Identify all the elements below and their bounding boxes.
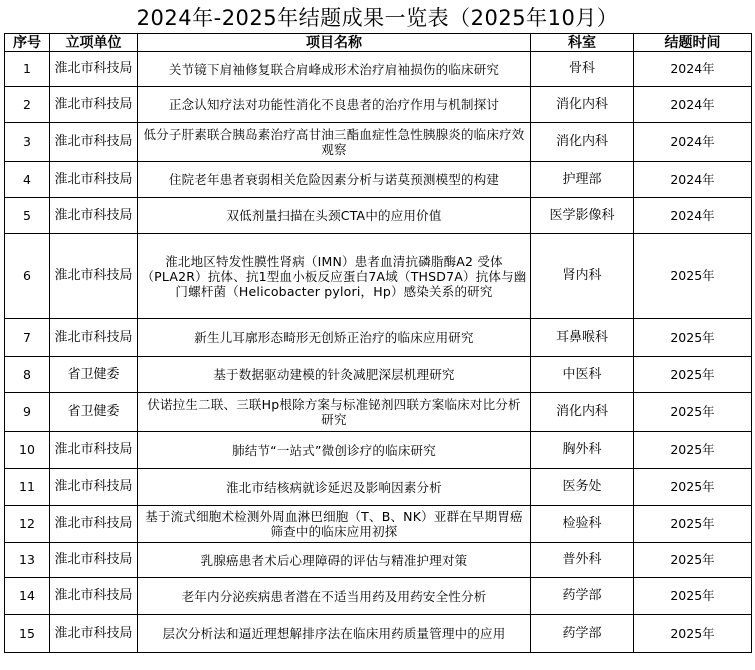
row-completion-time-cell: 2025年 bbox=[634, 357, 752, 393]
row-department-cell: 消化内科 bbox=[531, 123, 634, 162]
row-number-cell: 9 bbox=[5, 393, 50, 432]
row-department-cell: 肾内科 bbox=[531, 234, 634, 319]
row-unit-cell: 淮北市科技局 bbox=[50, 469, 138, 506]
row-completion-time-cell: 2024年 bbox=[634, 123, 752, 162]
row-project-name-cell: 新生儿耳廓形态畸形无创矫正治疗的临床应用研究 bbox=[138, 319, 531, 357]
row-project-name-cell: 层次分析法和逼近理想解排序法在临床用药质量管理中的应用 bbox=[138, 615, 531, 653]
table-row bbox=[5, 615, 752, 653]
row-unit-cell: 淮北市科技局 bbox=[50, 506, 138, 543]
table-row bbox=[5, 52, 752, 87]
row-completion-time-cell: 2025年 bbox=[634, 506, 752, 543]
row-project-name-cell: 正念认知疗法对功能性消化不良患者的治疗作用与机制探讨 bbox=[138, 87, 531, 123]
results-table bbox=[4, 33, 752, 653]
row-unit-cell: 淮北市科技局 bbox=[50, 234, 138, 319]
row-department-cell: 骨科 bbox=[531, 52, 634, 87]
table-row bbox=[5, 543, 752, 578]
row-project-name-cell: 老年内分泌疾病患者潜在不适当用药及用药安全性分析 bbox=[138, 578, 531, 615]
row-number-cell: 6 bbox=[5, 234, 50, 319]
table-row bbox=[5, 432, 752, 469]
row-department-cell: 药学部 bbox=[531, 578, 634, 615]
row-project-name-cell: 双低剂量扫描在头颈CTA中的应用价值 bbox=[138, 198, 531, 234]
row-number-cell: 3 bbox=[5, 123, 50, 162]
row-department-cell: 医务处 bbox=[531, 469, 634, 506]
row-department-cell: 中医科 bbox=[531, 357, 634, 393]
row-unit-cell: 淮北市科技局 bbox=[50, 319, 138, 357]
row-unit-cell: 淮北市科技局 bbox=[50, 198, 138, 234]
row-department-cell: 消化内科 bbox=[531, 393, 634, 432]
row-completion-time-cell: 2025年 bbox=[634, 543, 752, 578]
row-completion-time-cell: 2025年 bbox=[634, 319, 752, 357]
row-completion-time-cell: 2025年 bbox=[634, 615, 752, 653]
row-project-name-cell: 乳腺癌患者术后心理障碍的评估与精准护理对策 bbox=[138, 543, 531, 578]
table-body bbox=[5, 52, 752, 653]
row-unit-cell: 淮北市科技局 bbox=[50, 123, 138, 162]
row-department-cell: 普外科 bbox=[531, 543, 634, 578]
row-number-cell: 15 bbox=[5, 615, 50, 653]
row-unit-cell: 淮北市科技局 bbox=[50, 52, 138, 87]
row-number-cell: 2 bbox=[5, 87, 50, 123]
row-department-cell: 检验科 bbox=[531, 506, 634, 543]
row-department-cell: 药学部 bbox=[531, 615, 634, 653]
row-number-cell: 4 bbox=[5, 162, 50, 198]
row-completion-time-cell: 2025年 bbox=[634, 469, 752, 506]
row-completion-time-cell: 2024年 bbox=[634, 198, 752, 234]
row-project-name-cell: 肺结节“一站式”微创诊疗的临床研究 bbox=[138, 432, 531, 469]
row-unit-cell: 淮北市科技局 bbox=[50, 543, 138, 578]
row-project-name-cell: 淮北地区特发性膜性肾病（IMN）患者血清抗磷脂酶A2 受体（PLA2R）抗体、抗1型血小板反应蛋白7A域（THSD7A）抗体与幽门螺杆菌（Helicobacter pylori，Hp）感染关系的研究 bbox=[138, 234, 531, 319]
header-department: 科室 bbox=[531, 34, 634, 52]
row-completion-time-cell: 2024年 bbox=[634, 87, 752, 123]
row-department-cell: 消化内科 bbox=[531, 87, 634, 123]
row-department-cell: 耳鼻喉科 bbox=[531, 319, 634, 357]
table-row bbox=[5, 319, 752, 357]
table-row bbox=[5, 123, 752, 162]
table-row bbox=[5, 469, 752, 506]
row-number-cell: 14 bbox=[5, 578, 50, 615]
header-no: 序号 bbox=[5, 34, 50, 52]
row-department-cell: 护理部 bbox=[531, 162, 634, 198]
table-row bbox=[5, 234, 752, 319]
row-project-name-cell: 淮北市结核病就诊延迟及影响因素分析 bbox=[138, 469, 531, 506]
row-project-name-cell: 伏诺拉生二联、三联Hp根除方案与标准铋剂四联方案临床对比分析研究 bbox=[138, 393, 531, 432]
row-number-cell: 12 bbox=[5, 506, 50, 543]
row-department-cell: 医学影像科 bbox=[531, 198, 634, 234]
row-completion-time-cell: 2025年 bbox=[634, 393, 752, 432]
table-row bbox=[5, 506, 752, 543]
page-title: 2024年-2025年结题成果一览表（2025年10月） bbox=[136, 6, 619, 30]
row-number-cell: 7 bbox=[5, 319, 50, 357]
row-project-name-cell: 基于流式细胞术检测外周血淋巴细胞（T、B、NK）亚群在早期胃癌筛查中的临床应用初探 bbox=[138, 506, 531, 543]
row-unit-cell: 淮北市科技局 bbox=[50, 432, 138, 469]
row-completion-time-cell: 2025年 bbox=[634, 234, 752, 319]
row-unit-cell: 淮北市科技局 bbox=[50, 615, 138, 653]
table-row bbox=[5, 357, 752, 393]
table-row bbox=[5, 87, 752, 123]
row-project-name-cell: 低分子肝素联合胰岛素治疗高甘油三酯血症性急性胰腺炎的临床疗效观察 bbox=[138, 123, 531, 162]
row-project-name-cell: 住院老年患者衰弱相关危险因素分析与诺莫预测模型的构建 bbox=[138, 162, 531, 198]
row-number-cell: 11 bbox=[5, 469, 50, 506]
row-number-cell: 13 bbox=[5, 543, 50, 578]
header-completion-time: 结题时间 bbox=[634, 34, 752, 52]
table-row bbox=[5, 393, 752, 432]
row-unit-cell: 淮北市科技局 bbox=[50, 87, 138, 123]
row-department-cell: 胸外科 bbox=[531, 432, 634, 469]
row-unit-cell: 淮北市科技局 bbox=[50, 578, 138, 615]
row-number-cell: 1 bbox=[5, 52, 50, 87]
row-number-cell: 5 bbox=[5, 198, 50, 234]
header-project-name: 项目名称 bbox=[138, 34, 531, 52]
table-row bbox=[5, 162, 752, 198]
row-completion-time-cell: 2025年 bbox=[634, 432, 752, 469]
row-unit-cell: 淮北市科技局 bbox=[50, 162, 138, 198]
header-unit: 立项单位 bbox=[50, 34, 138, 52]
row-unit-cell: 省卫健委 bbox=[50, 357, 138, 393]
row-unit-cell: 省卫健委 bbox=[50, 393, 138, 432]
row-number-cell: 10 bbox=[5, 432, 50, 469]
row-project-name-cell: 基于数据驱动建模的针灸减肥深层机理研究 bbox=[138, 357, 531, 393]
row-project-name-cell: 关节镜下肩袖修复联合肩峰成形术治疗肩袖损伤的临床研究 bbox=[138, 52, 531, 87]
row-completion-time-cell: 2025年 bbox=[634, 578, 752, 615]
row-completion-time-cell: 2024年 bbox=[634, 52, 752, 87]
row-completion-time-cell: 2024年 bbox=[634, 162, 752, 198]
table-row bbox=[5, 198, 752, 234]
table-header-row bbox=[5, 34, 752, 52]
table-row bbox=[5, 578, 752, 615]
row-number-cell: 8 bbox=[5, 357, 50, 393]
